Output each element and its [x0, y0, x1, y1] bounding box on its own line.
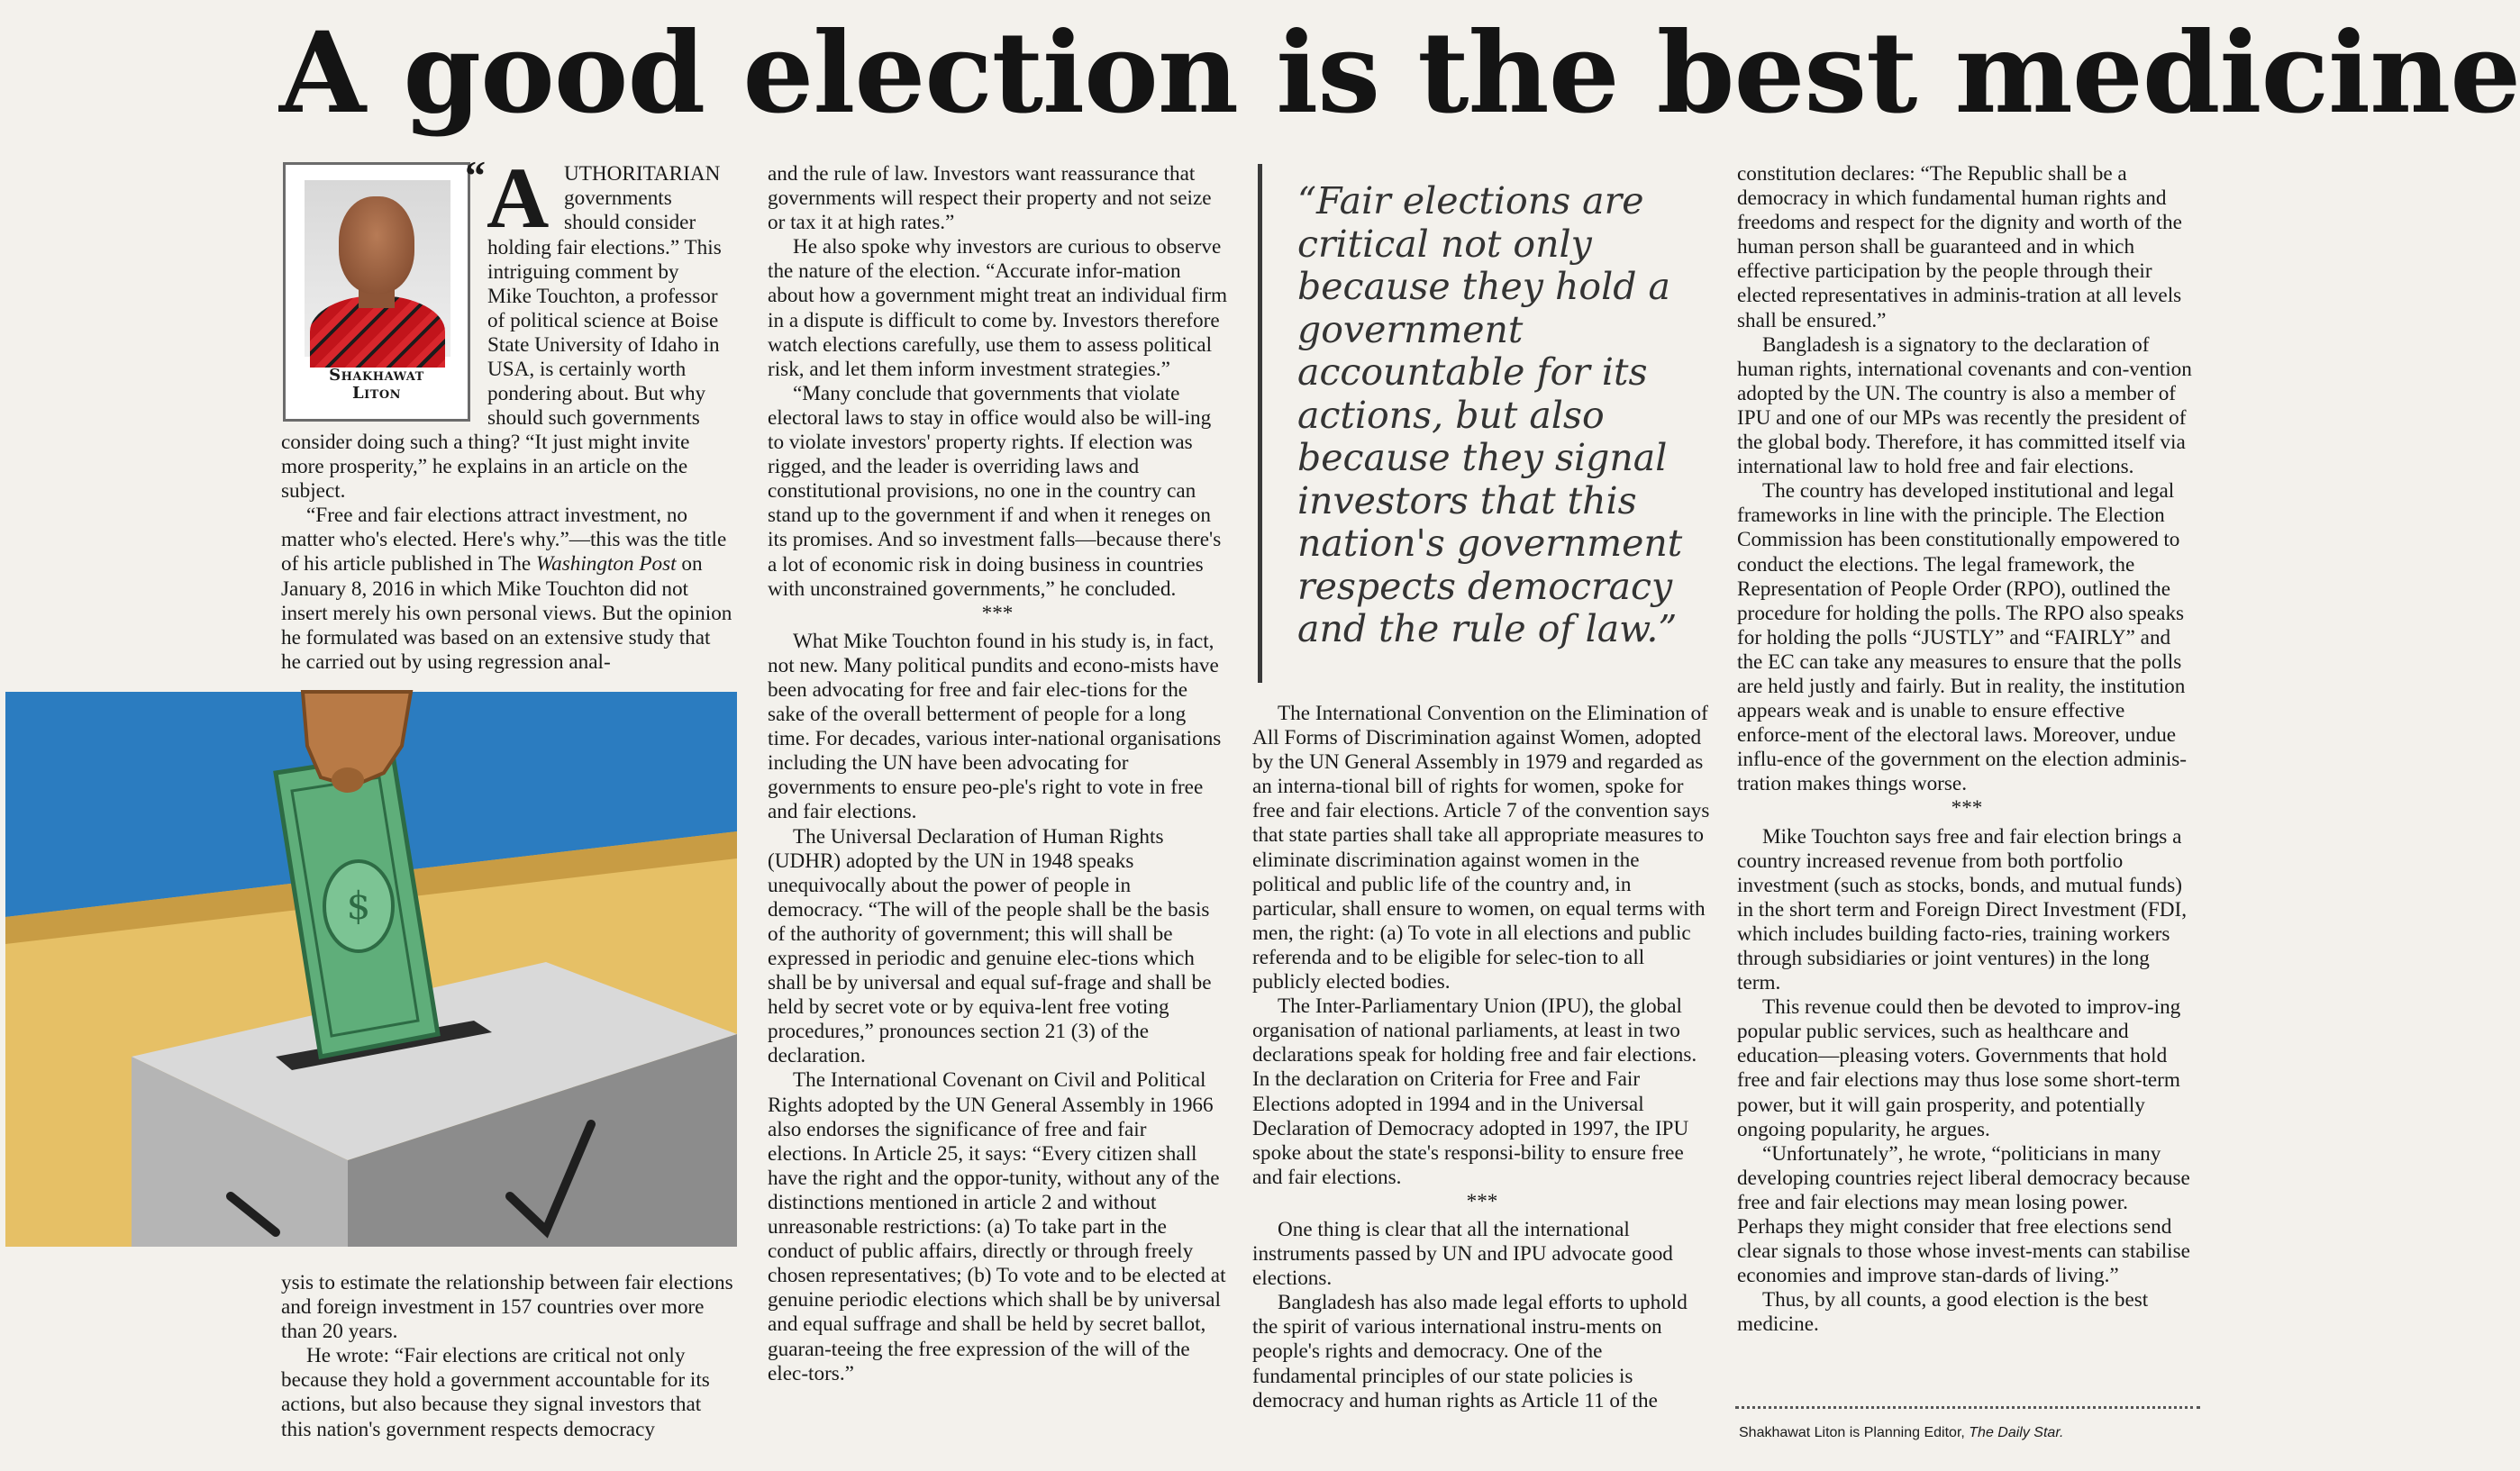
publication-name: The Daily Star.	[1969, 1425, 2064, 1440]
col3-paragraph-1: The International Convention on the Elimination of All Forms of Discrimination against Women, adopted by the UN General Assembly in 1979 and regarded as an interna-tional bill of rights for women, spoke for free and fair elections. Article 7 of the convention says that state parties shall take all appropriate measures to eliminate discrimination against women in the political and public life of the country and, in particular, shall ensure to women, on equal terms with men, the right: (a) To vote in all elections and public referenda and to be eligible for selec-tion to all publicly elected bodies.	[1252, 702, 1710, 994]
author-photo-box	[283, 162, 470, 422]
col2-paragraph-1: and the rule of law. Investors want reassurance that governments will respect their property and not seize or tax it at high rates.”	[768, 162, 1212, 235]
col3-paragraph-4: Bangladesh has also made legal efforts to uphold the spirit of various international instru-ments on people's rights and democracy. One of the fundamental principles of our state policies is democracy and human rights as Article 11 of the	[1252, 1291, 1688, 1412]
col1-wrap-line: of political science at Boise	[487, 309, 719, 332]
col1-wrap-line: governments	[564, 186, 672, 210]
col4-paragraph-1: constitution declares: “The Republic shall be a democracy in which fundamental human rights and freedoms and respect for the dignity and worth of the human person shall be guaranteed and in which effective participation by the people through their elected representatives in adminis-tration at all levels shall be ensured.”	[1737, 162, 2182, 332]
column-1-upper	[281, 431, 733, 675]
author-name-line2: Liton	[351, 384, 402, 403]
col2-paragraph-2: He also spoke why investors are curious to observe the nature of the election. “Accurate infor-mation about how a government might treat an individual firm in a dispute is difficult to come by. Investors therefore watch elections carefully, use them to assess political risk, and let them inform investment strategies.”	[768, 235, 1228, 381]
headline: A good election is the best medicine	[279, 8, 2520, 139]
col4-paragraph-6: “Unfortunately”, he wrote, “politicians in many developing countries reject liberal democracy because free and fair elections may mean losing power. Perhaps they might consider that free elections send clear signals to those whose invest-ments can stabilise economies and improve stan-dards of living.”	[1737, 1141, 2190, 1288]
col1-wrap-line: intriguing comment by	[487, 260, 679, 284]
svg-text:$: $	[346, 884, 371, 928]
author-name-line1: Shakhawat	[329, 366, 424, 385]
section-separator: ***	[1466, 1189, 1498, 1213]
col1-wrap-line: UTHORITARIAN	[564, 162, 721, 186]
author-name	[286, 367, 468, 403]
col1-paragraph-4: He wrote: “Fair elections are critical not only because they hold a government accountable for its actions, but also because they signal investors that this nation's government respects democracy	[281, 1344, 710, 1441]
col2-paragraph-4: What Mike Touchton found in his study is, in fact, not new. Many political pundits and econo-mists have been advocating for free and fair elec-tions for the sake of the overall betterment of people for a long time. For decades, various inter-national organisations including the UN have been advocating for governments to ensure peo-ple's right to vote in free and fair elections.	[768, 629, 1222, 824]
col4-paragraph-2: Bangladesh is a signatory to the declaration of human rights, international covenants and con-vention adopted by the UN. The country is also a member of IPU and one of our MPs was recently the president of the global body. Therefore, it has committed itself via international law to hold free and fair elections.	[1737, 332, 2192, 479]
author-footer-byline: Shakhawat Liton is Planning Editor, The Daily Star.	[1739, 1425, 2064, 1440]
col1-wrap-line: holding fair elections.” This	[487, 236, 722, 259]
col3-paragraph-2: The Inter-Parliamentary Union (IPU), the global organisation of national parliaments, at least in two declarations speak for holding free and fair elections. In the declaration on Criteria for Free and Fair Elections adopted in 1994 and in the Universal Declaration of Democracy adopted in 1997, the IPU spoke about the state's responsi-bility to ensure free and fair elections.	[1252, 994, 1697, 1189]
opening-quote-mark: “	[465, 152, 486, 198]
col4-paragraph-5: This revenue could then be devoted to improv-ing popular public services, such as healthcare and education—pleasing voters. Governments that hold free and fair elections may thus lose some short-term power, but it will gain prosperity, and potentially ongoing popularity, he argues.	[1737, 995, 2181, 1141]
col2-paragraph-6: The International Covenant on Civil and Political Rights adopted by the UN General Assembly in 1966 also endorses the significance of free and fair elections. In Article 25, it says: “Every citizen shall have the right and the oppor-tunity, without any of the distinctions mentioned in article 2 and without unreasonable restrictions: (a) To take part in the conduct of public affairs, directly or through freely chosen representatives; (b) To vote and to be elected at genuine periodic elections which shall be by universal and equal suffrage and shall be held by secret ballot, guaran-teeing the free expression of the will of the elec-tors.”	[768, 1068, 1226, 1385]
col4-paragraph-4: Mike Touchton says free and fair election brings a country increased revenue from both portfolio investment (such as stocks, bonds, and mutual funds) in the short term and Foreign Direct Investment (FDI, which includes building facto-ries, training workers through subsidiaries or joint ventures) in the long term.	[1737, 824, 2188, 995]
col1-wrap-line: should such governments	[487, 406, 700, 430]
column-2	[768, 162, 1227, 1386]
column-3	[1252, 702, 1712, 1413]
column-4	[1737, 162, 2197, 1338]
column-1-lower	[281, 1271, 733, 1442]
section-separator: ***	[1951, 796, 1983, 821]
col1-wrap-line: State University of Idaho in	[487, 333, 720, 357]
washington-post-italic: Washington Post	[535, 552, 677, 577]
section-separator: ***	[981, 601, 1014, 625]
col4-paragraph-7: Thus, by all counts, a good election is the best medicine.	[1737, 1288, 2149, 1337]
footer-divider	[1735, 1406, 2200, 1409]
pullquote-rule	[1258, 164, 1262, 683]
col3-paragraph-3: One thing is clear that all the international instruments passed by UN and IPU advocate good elections.	[1252, 1217, 1673, 1291]
col2-paragraph-5: The Universal Declaration of Human Rights (UDHR) adopted by the UN in 1948 speaks unequivocally about the power of people in democracy. “The will of the people shall be the basis of the authority of government; this will shall be expressed in periodic and genuine elec-tions which shall be by universal and equal suf-frage and shall be held by secret vote or by equiva-lent free voting procedures,” pronounces section 21 (3) of the declaration.	[768, 824, 1212, 1068]
col4-paragraph-3: The country has developed institutional and legal frameworks in line with the principle. The Election Commission has been constitutionally empowered to conduct the elections. The legal framework, the Representation of People Order (RPO), outlined the procedure for holding the polls. The RPO also speaks for holding the polls “JUSTLY” and “FAIRLY” and the EC can take any measures to ensure that the polls are held justly and fairly. But in reality, the institution appears weak and is unable to ensure effective enforce-ment of the electoral laws. Moreover, undue influ-ence of the government on the election adminis-tration makes things worse.	[1737, 479, 2188, 796]
pullquote: “Fair elections are critical not only because they hold a government accountable for its actions, but also because they signal investors that this nation's government respects democracy and the rule of law.”	[1297, 179, 1683, 650]
author-photo	[305, 180, 450, 357]
col2-paragraph-3: “Many conclude that governments that violate electoral laws to stay in office would also be will-ing to violate investors' property rights. If election was rigged, and the leader is overriding laws and constitutional provisions, no one in the country can stand up to the government if and when it reneges on its promises. And so investment falls—because there's a lot of economic risk in doing business in countries with unconstrained governments,” he concluded.	[768, 381, 1222, 601]
col1-wrap-line: pondering about. But why	[487, 382, 706, 405]
ballot-box-illustration	[5, 692, 737, 1247]
drop-cap: A	[487, 150, 550, 246]
col1-paragraph-1-rest: consider doing such a thing? “It just might invite more prosperity,” he explains in an article on the subject.	[281, 431, 690, 504]
col1-paragraph-2: “Free and fair elections attract investment, no matter who's elected. Here's why.”—this was the title of his article published in The Washington Post on January 8, 2016 in which Mike Touchton did not insert merely his own personal views. But the opinion he formulated was based on an extensive study that he carried out by using regression anal-	[281, 504, 732, 674]
col1-paragraph-3: ysis to estimate the relationship between fair elections and foreign investment in 157 countries over more than 20 years.	[281, 1271, 733, 1344]
col1-wrap-line: USA, is certainly worth	[487, 358, 687, 381]
col1-wrap-line: Mike Touchton, a professor	[487, 285, 718, 308]
col1-wrap-line: should consider	[564, 211, 696, 234]
